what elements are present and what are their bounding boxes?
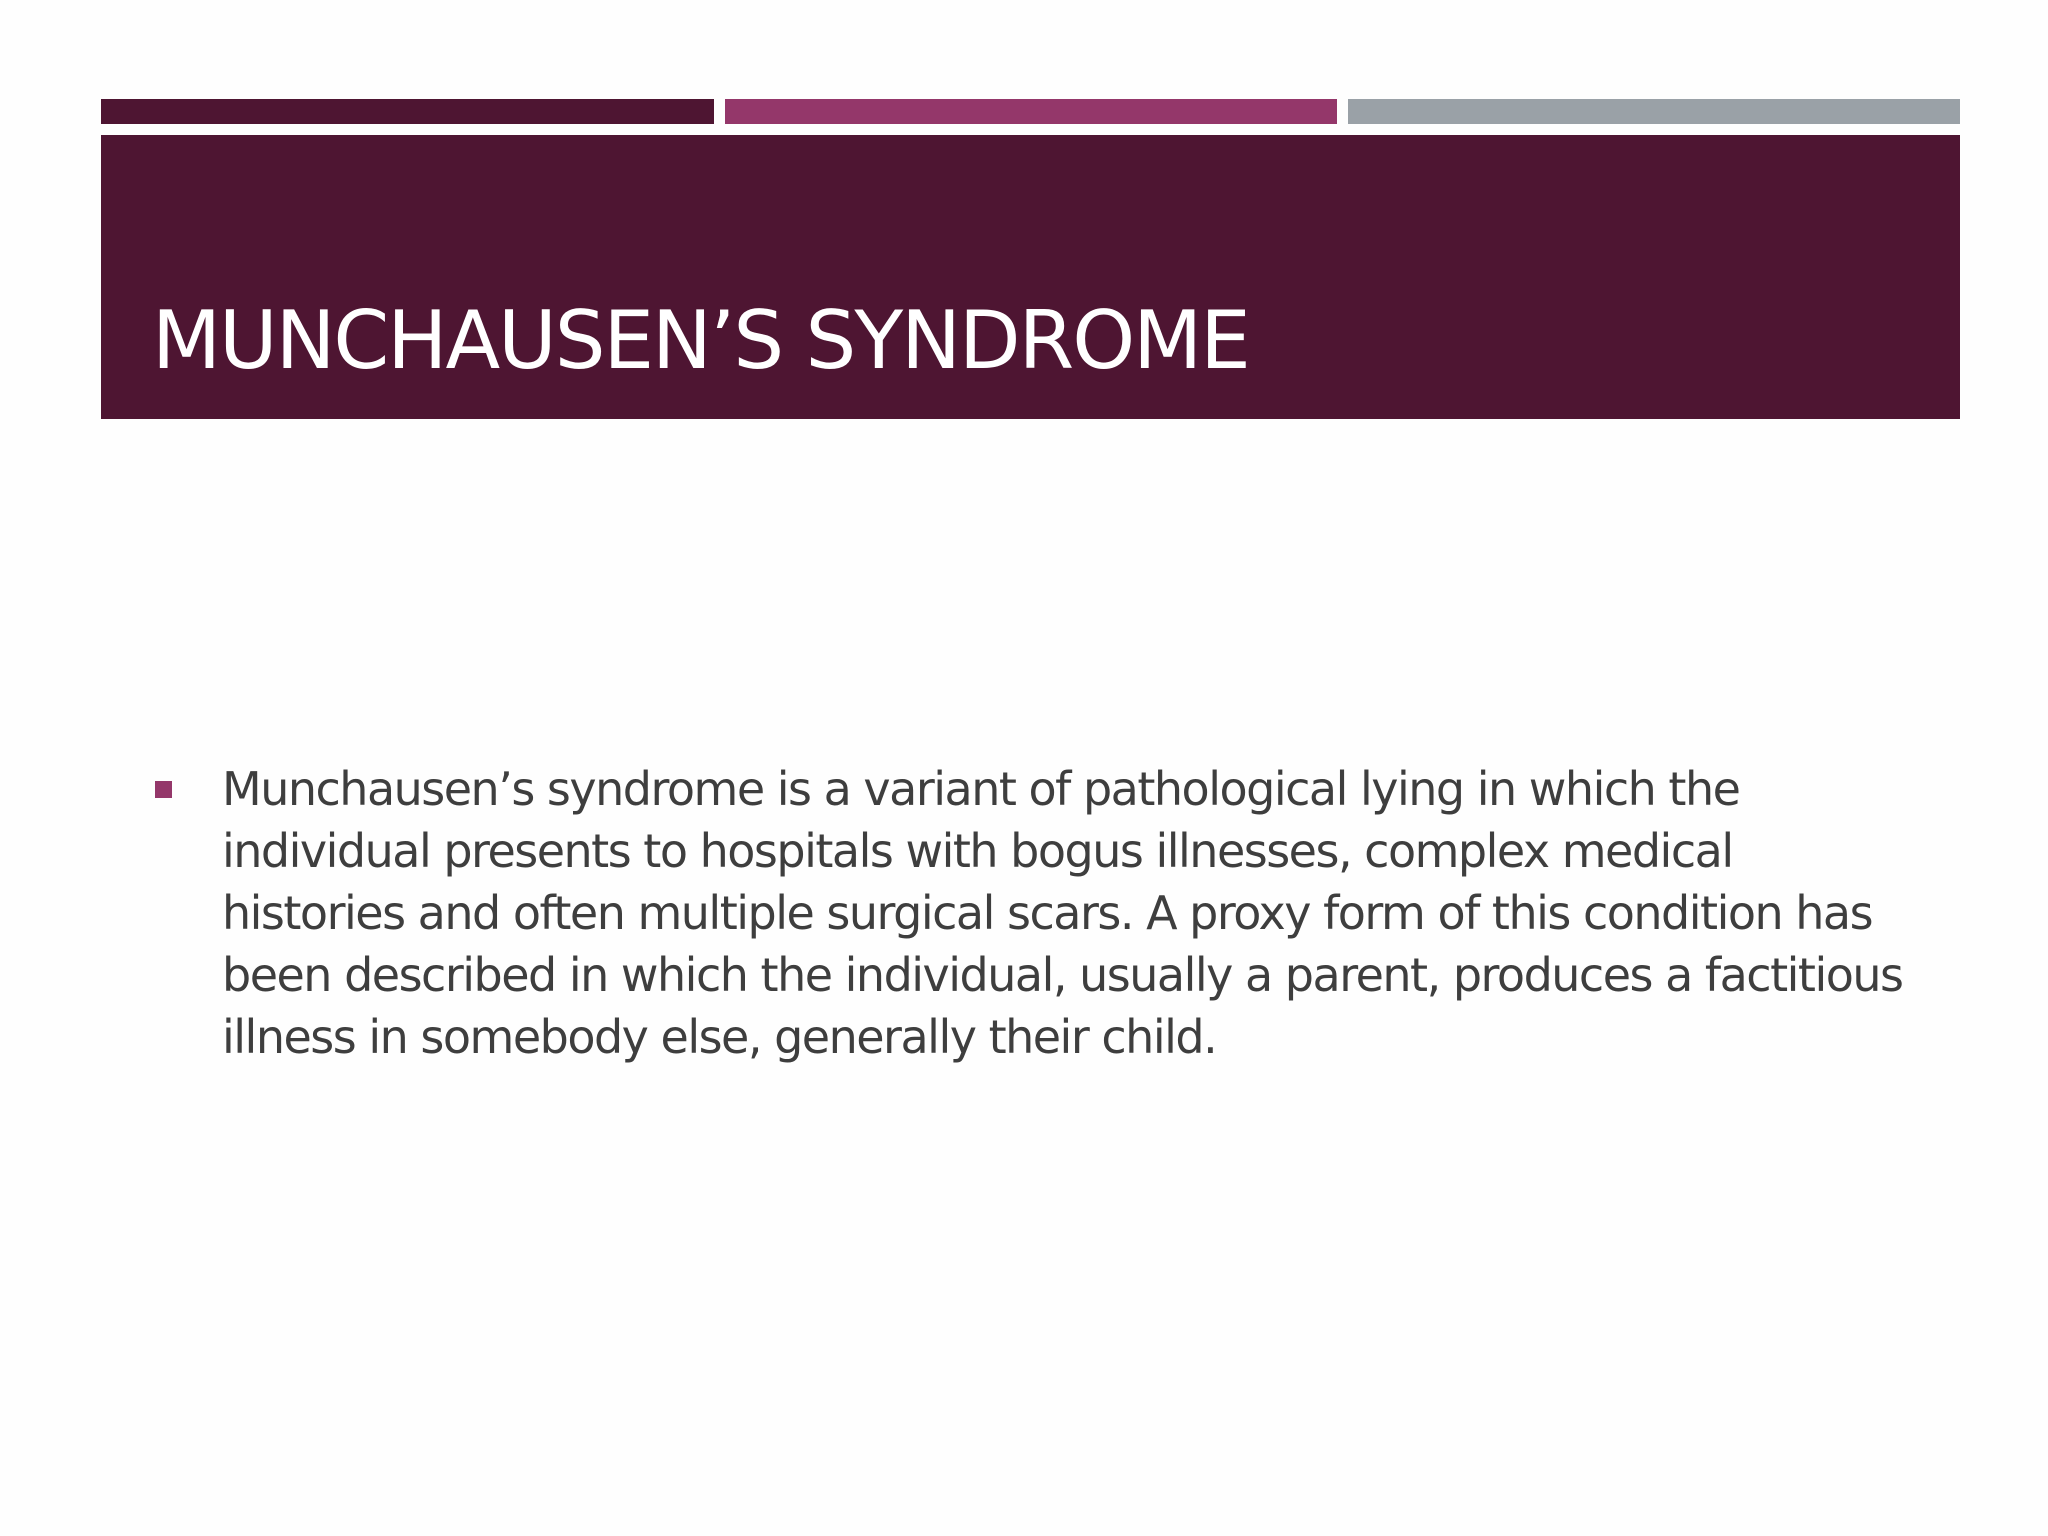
bullet-item	[152, 758, 1912, 1068]
bullet-text: Munchausen’s syndrome is a variant of pathological lying in which the individual presents to hospitals with bogus illnesses, complex medical histories and often multiple surgical scars. A proxy form of this condition has been described in which the individual, usually a parent, produces a factitious illness in somebody else, generally their child.	[222, 762, 1903, 1064]
bullet-list	[152, 758, 1912, 1068]
square-bullet-icon	[155, 781, 172, 798]
accent-bar-magenta	[725, 99, 1337, 124]
accent-bar-gray	[1348, 99, 1960, 124]
slide-title: MUNCHAUSEN’S SYNDROME	[152, 294, 1249, 387]
accent-bar-dark	[101, 99, 714, 124]
